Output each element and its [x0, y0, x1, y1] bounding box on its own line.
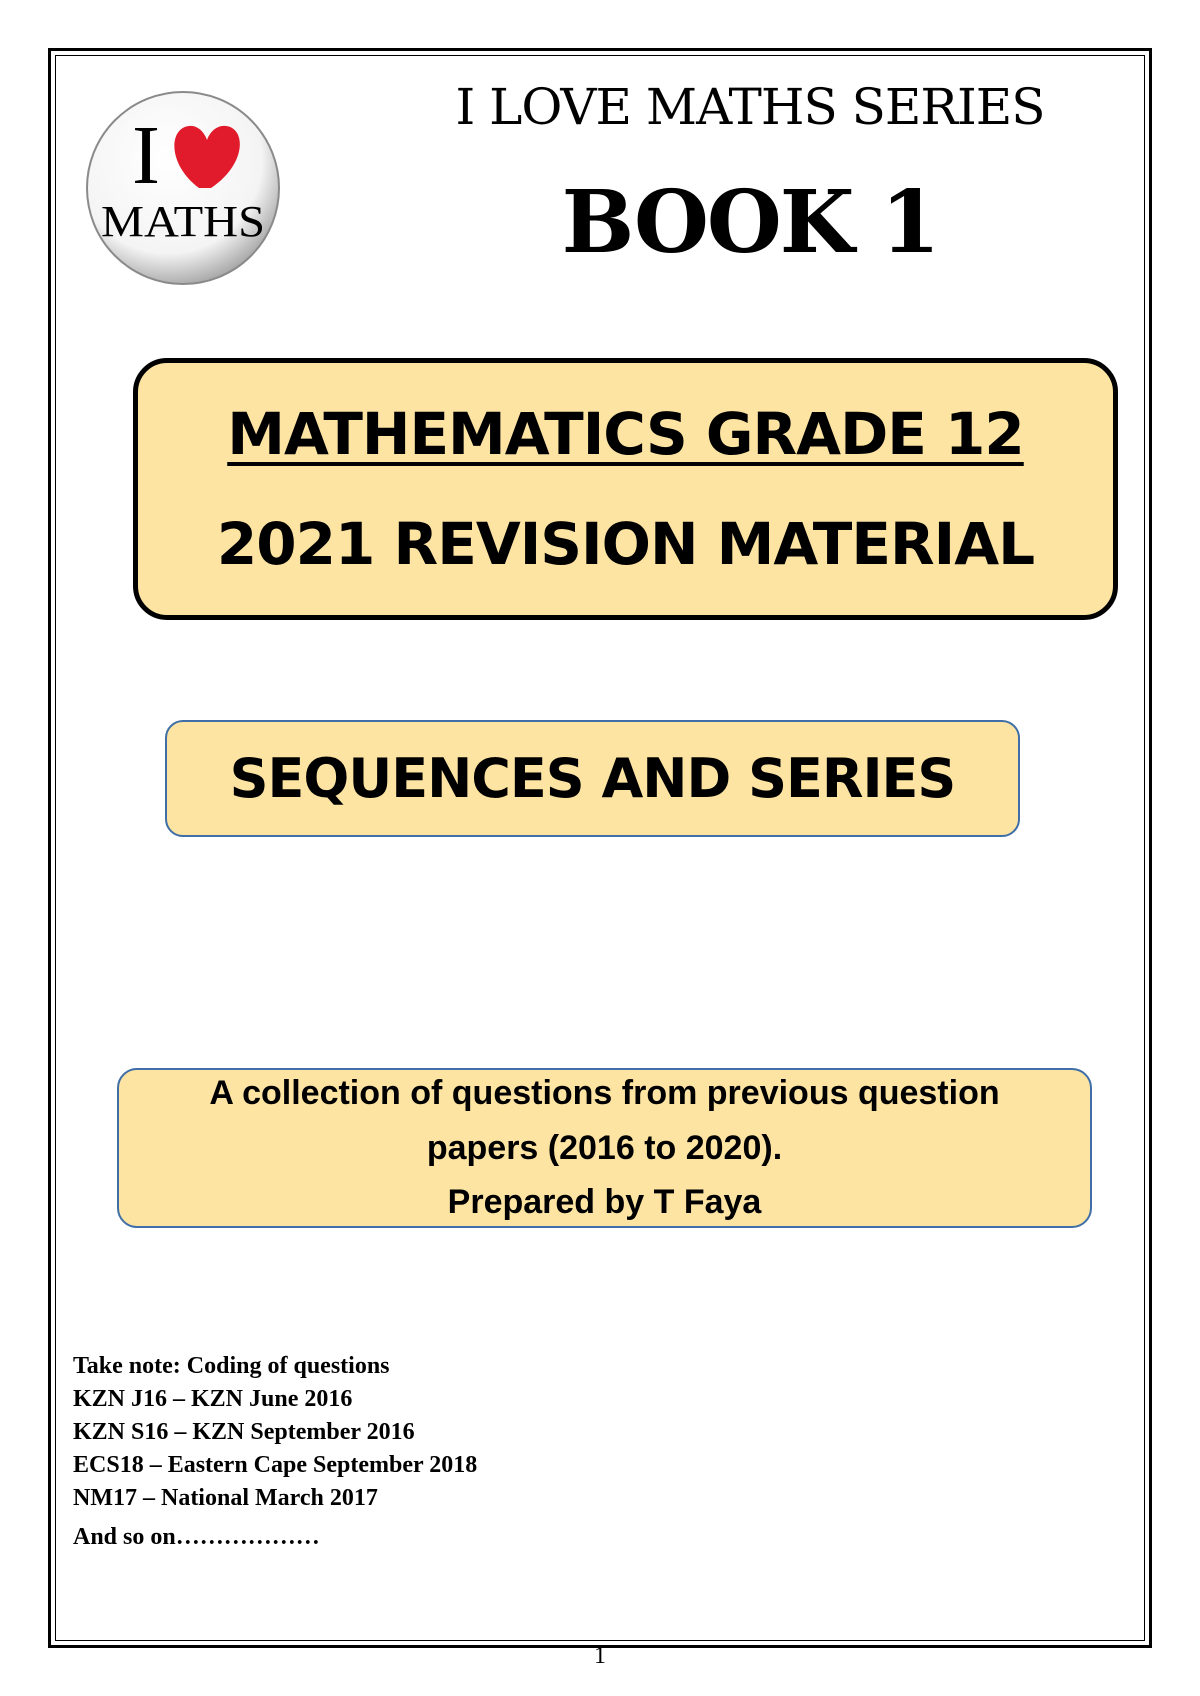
topic-title: SEQUENCES AND SERIES [229, 747, 956, 810]
info-box [117, 1068, 1092, 1228]
topic-box [165, 720, 1020, 837]
page-number: 1 [594, 1643, 606, 1669]
i-love-maths-logo [83, 88, 283, 288]
notes-footer: And so on……………… [73, 1524, 320, 1550]
info-line-3: Prepared by T Faya [447, 1183, 762, 1222]
notes-item: NM17 – National March 2017 [73, 1485, 378, 1511]
course-title: MATHEMATICS GRADE 12 [227, 400, 1024, 468]
info-line-1: A collection of questions from previous question [209, 1074, 1000, 1113]
info-line-2: papers (2016 to 2020). [426, 1128, 783, 1167]
notes-item: ECS18 – Eastern Cape September 2018 [73, 1452, 478, 1478]
series-title: I LOVE MATHS SERIES [455, 78, 1045, 136]
course-title-box [133, 358, 1118, 620]
logo-word: MATHS [101, 197, 265, 246]
coding-notes [73, 1350, 477, 1554]
logo-letter: I [132, 109, 160, 202]
course-subtitle: 2021 REVISION MATERIAL [216, 510, 1035, 578]
notes-heading: Take note: Coding of questions [73, 1353, 390, 1379]
notes-item: KZN J16 – KZN June 2016 [73, 1386, 353, 1412]
notes-item: KZN S16 – KZN September 2016 [73, 1419, 415, 1445]
book-title: BOOK 1 [561, 172, 939, 273]
